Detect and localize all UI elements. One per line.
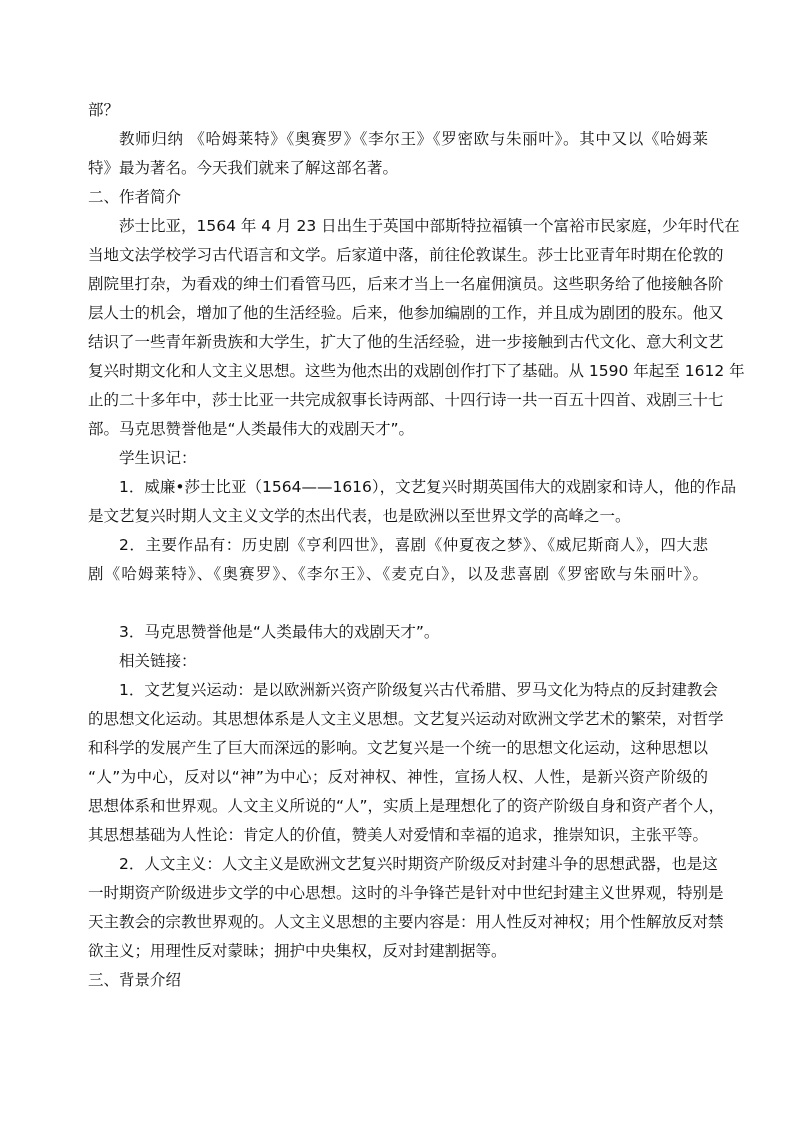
text-line: 1．威廉•莎士比亚（1564——1616），文艺复兴时期英国伟大的戏剧家和诗人，他的作品 [119,478,737,496]
text-line: 莎士比亚，1564 年 4 月 23 日出生于英国中部斯特拉福镇一个富裕市民家庭，少年时代在 [119,217,740,235]
text-line: 特》最为著名。今天我们就来了解这部名著。 [88,159,399,177]
text-line: 1．文艺复兴运动：是以欧洲新兴资产阶级复兴古代希腊、罗马文化为特点的反封建教会 [119,681,718,699]
text-line: 剧《哈姆莱特》、《奥赛罗》、《李尔王》、《麦克白》，以及悲喜剧《罗密欧与朱丽叶》。 [88,565,708,583]
text-line: 其思想基础为人性论：肯定人的价值，赞美人对爱情和幸福的追求，推崇知识，主张平等。 [88,826,709,844]
text-line: 相关链接： [119,652,197,670]
text-line: 和科学的发展产生了巨大而深远的影响。文艺复兴是一个统一的思想文化运动，这种思想以 [88,739,709,757]
text-line: 学生识记： [119,449,197,467]
text-line: 教师归纳 《哈姆莱特》《奥赛罗》《李尔王》《罗密欧与朱丽叶》。其中又以《哈姆莱 [119,130,708,148]
text-line: 一时期资产阶级进步文学的中心思想。这时的斗争锋芒是针对中世纪封建主义世界观，特别是 [88,884,724,902]
text-line: 复兴时期文化和人文主义思想。这些为他杰出的戏剧创作打下了基础。从 1590 年起至 1612 年 [88,362,745,380]
text-line: 2．人文主义：人文主义是欧洲文艺复兴时期资产阶级反对封建斗争的思想武器，也是这 [119,855,718,873]
section-heading: 二、作者简介 [88,188,182,206]
text-line: 止的二十多年中，莎士比亚一共完成叙事长诗两部、十四行诗一共一百五十四首、戏剧三十七 [88,391,724,409]
text-line: 结识了一些青年新贵族和大学生，扩大了他的生活经验，进一步接触到古代文化、意大利文艺 [88,333,724,351]
text-line: 天主教会的宗教世界观的。人文主义思想的主要内容是：用人性反对神权；用个性解放反对禁 [88,913,724,931]
text-line: 的思想文化运动。其思想体系是人文主义思想。文艺复兴运动对欧洲文学艺术的繁荣，对哲学 [88,710,724,728]
text-line: 思想体系和世界观。人文主义所说的“人”，实质上是理想化了的资产阶级自身和资产者个人， [88,797,725,815]
text-line: 欲主义；用理性反对蒙昧；拥护中央集权，反对封建割据等。 [88,942,507,960]
document-body [88,96,745,995]
text-line: 当地文法学校学习古代语言和文学。后家道中落，前往伦敦谋生。莎士比亚青年时期在伦敦的 [88,246,724,264]
text-line: 部。马克思赞誉他是“人类最伟大的戏剧天才”。 [88,420,415,438]
text-line: 层人士的机会，增加了他的生活经验。后来，他参加编剧的工作，并且成为剧团的股东。他又 [88,304,724,322]
text-line: 是文艺复兴时期人文主义文学的杰出代表，也是欧洲以至世界文学的高峰之一。 [88,507,631,525]
section-heading: 三、背景介绍 [88,971,182,989]
blank-line [88,589,708,618]
text-line: “人”为中心，反对以“神”为中心；反对神权、神性，宣扬人权、人性，是新兴资产阶级的 [88,768,708,786]
text-line: 3．马克思赞誉他是“人类最伟大的戏剧天才”。 [119,623,440,641]
text-line: 剧院里打杂，为看戏的绅士们看管马匹，后来才当上一名雇佣演员。这些职务给了他接触各阶 [88,275,724,293]
text-line: 部？ [88,101,120,119]
text-line: 2．主要作品有：历史剧《亨利四世》，喜剧《仲夏夜之梦》、《威尼斯商人》，四大悲 [119,536,708,554]
